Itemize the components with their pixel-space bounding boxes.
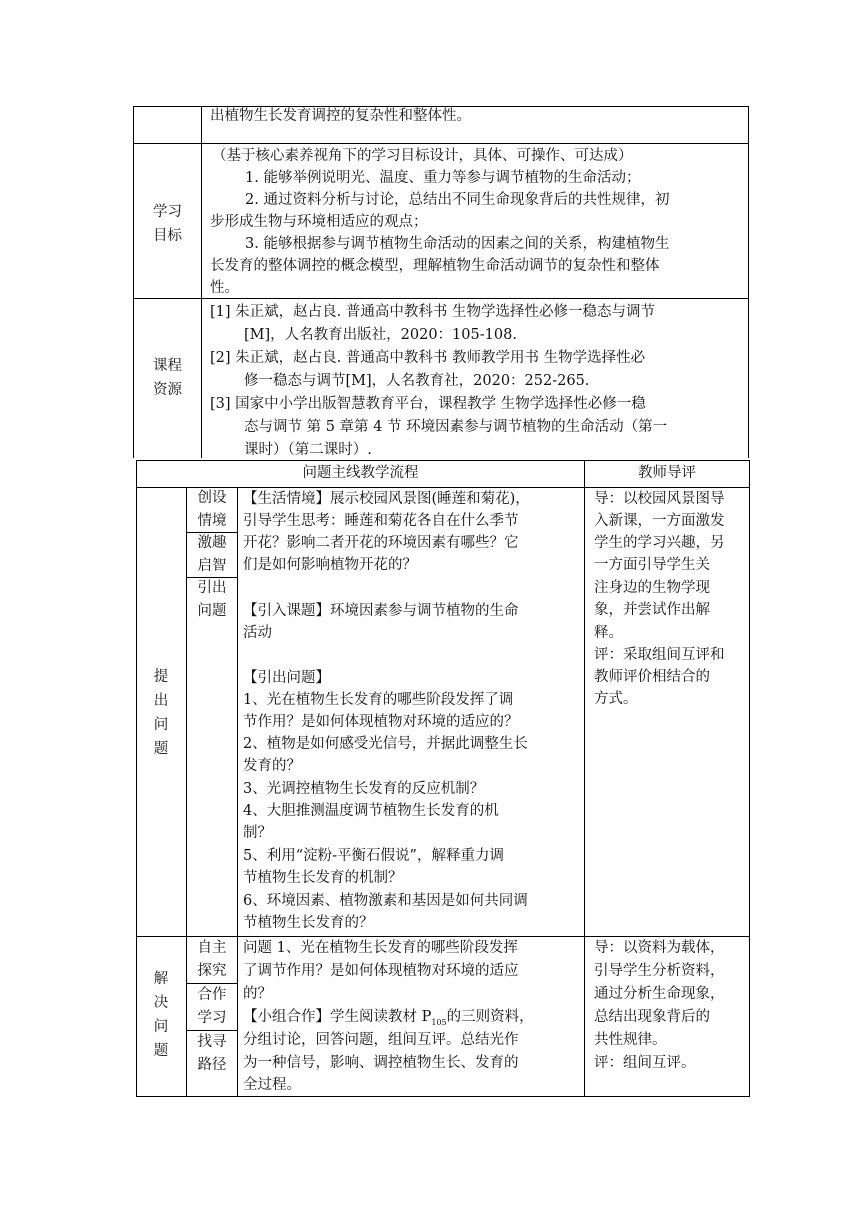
content-line: 4、大胆推测温度调节植物生长发育的机	[243, 803, 499, 819]
resource-line: 态与调节 第 5 章第 4 节 环境因素参与调节植物的生命活动（第一	[244, 419, 668, 435]
sub-label: 合作 学习	[197, 987, 227, 1026]
resources-label: 课程 资源	[153, 358, 182, 398]
resource-line: [M]，人名教育出版社，2020：105-108.	[244, 327, 517, 343]
rule	[748, 106, 749, 458]
header-review: 教师导评	[638, 465, 696, 481]
review-line: 入新课，一方面激发	[594, 513, 725, 529]
review-line: 总结出现象背后的	[594, 1009, 710, 1025]
rule	[237, 487, 238, 1097]
review-line: 评：组间互评。	[594, 1055, 696, 1071]
objective-line: 1. 能够举例说明光、温度、重力等参与调节植物的生命活动；	[245, 170, 641, 186]
objective-line: 2. 通过资料分析与讨论，总结出不同生命现象背后的共性规律，初	[245, 192, 670, 208]
rule	[136, 460, 137, 1097]
objective-line: 3. 能够根据参与调节植物生命活动的因素之间的关系，构建植物生	[245, 236, 670, 252]
review-line: 注身边的生物学现	[594, 580, 710, 596]
resource-line: 课时）（第二课时）.	[244, 442, 372, 458]
review-line: 通过分析生命现象，	[594, 986, 725, 1002]
objective-line: 性。	[210, 280, 239, 296]
content-line: 为一种信号，影响、调控植物生长、发育的	[243, 1055, 519, 1071]
sub-label: 自主 探究	[197, 940, 227, 979]
resource-line: 修一稳态与调节[M]，人名教育社，2020：252-265.	[244, 373, 590, 389]
content-line: 1、光在植物生长发育的哪些阶段发挥了调	[243, 692, 514, 708]
sub-label: 激趣 启智	[197, 535, 227, 574]
content-line: 2、植物是如何感受光信号，并据此调整生长	[243, 736, 528, 752]
stage-label-raise: 提 出 问 题	[153, 669, 169, 757]
rule	[133, 143, 749, 144]
content-line: 【引入课题】环境因素参与调节植物的生命	[243, 603, 519, 619]
review-line: 导：以资料为载体，	[594, 940, 725, 956]
content-line: 的？	[243, 986, 272, 1002]
review-line: 象，并尝试作出解	[594, 602, 710, 618]
objectives-label: 学习 目标	[153, 204, 182, 244]
rule	[136, 1096, 750, 1097]
content-line: 节作用？是如何体现植物对环境的适应的？	[243, 714, 519, 730]
rule	[133, 106, 134, 458]
objective-line: 步形成生物与环境相适应的观点；	[210, 214, 428, 230]
review-line: 评：采取组间互评和	[594, 647, 725, 663]
content-line: 分组讨论，回答问题，组间互评。总结光作	[243, 1032, 519, 1048]
resource-line: [3] 国家中小学出版智慧教育平台，课程教学 生物学选择性必修一稳	[210, 396, 646, 412]
content-line: 5、利用“淀粉-平衡石假说”，解释重力调	[243, 848, 504, 864]
content-line: 了调节作用？是如何体现植物对环境的适应	[243, 963, 519, 979]
content-line: 全过程。	[243, 1077, 301, 1093]
content-line: 【小组合作】学生阅读教材 $P_{105}$的三则资料，	[243, 1009, 534, 1027]
content-line: 制？	[243, 825, 272, 841]
content-line: 活动	[243, 625, 272, 641]
rule	[749, 460, 750, 1097]
content-line: 节植物生长发育的机制？	[243, 870, 403, 886]
review-line: 导：以校园风景图导	[594, 491, 725, 507]
content-line: 【引出问题】	[243, 670, 330, 686]
continuation-text: 出植物生长发育调控的复杂性和整体性。	[210, 108, 471, 124]
review-line: 教师评价相结合的	[594, 669, 710, 685]
rule	[584, 460, 585, 1097]
sub-label: 创设 情境	[197, 490, 227, 529]
review-line: 方式。	[594, 691, 638, 707]
content-line: 【生活情境】展示校园风景图(睡莲和菊花)，	[243, 491, 530, 507]
resource-line: [2] 朱正斌，赵占良. 普通高中教科书 教师教学用书 生物学选择性必	[210, 350, 646, 366]
content-line: 问题 1、光在植物生长发育的哪些阶段发挥	[243, 940, 518, 956]
rule	[201, 106, 202, 458]
review-line: 共性规律。	[594, 1032, 667, 1048]
content-line: 3、光调控植物生长发育的反应机制？	[243, 781, 485, 797]
content-line: 发育的？	[243, 758, 301, 774]
content-line: 6、环境因素、植物激素和基因是如何共同调	[243, 893, 528, 909]
sub-label: 找寻 路径	[197, 1034, 227, 1073]
content-line: 引导学生思考：睡莲和菊花各自在什么季节	[243, 513, 519, 529]
content-line: 开花？影响二者开花的环境因素有哪些？它	[243, 535, 519, 551]
objective-line: 长发育的整体调控的概念模型，理解植物生命活动调节的复杂性和整体	[210, 258, 660, 274]
rule	[136, 460, 750, 461]
review-line: 学生的学习兴趣，另	[594, 535, 725, 551]
review-line: 一方面引导学生关	[594, 557, 710, 573]
review-line: 释。	[594, 625, 623, 641]
stage-label-solve: 解 决 问 题	[153, 971, 169, 1059]
content-line: 节植物生长发育的？	[243, 915, 374, 931]
objective-line: （基于核心素养视角下的学习目标设计，具体、可操作、可达成）	[212, 148, 633, 164]
header-process: 问题主线教学流程	[302, 465, 419, 481]
sub-label: 引出 问题	[197, 580, 227, 619]
content-line: 们是如何影响植物开花的？	[243, 557, 417, 573]
review-line: 引导学生分析资料，	[594, 963, 725, 979]
resource-line: [1] 朱正斌，赵占良. 普通高中教科书 生物学选择性必修一稳态与调节	[210, 304, 655, 320]
